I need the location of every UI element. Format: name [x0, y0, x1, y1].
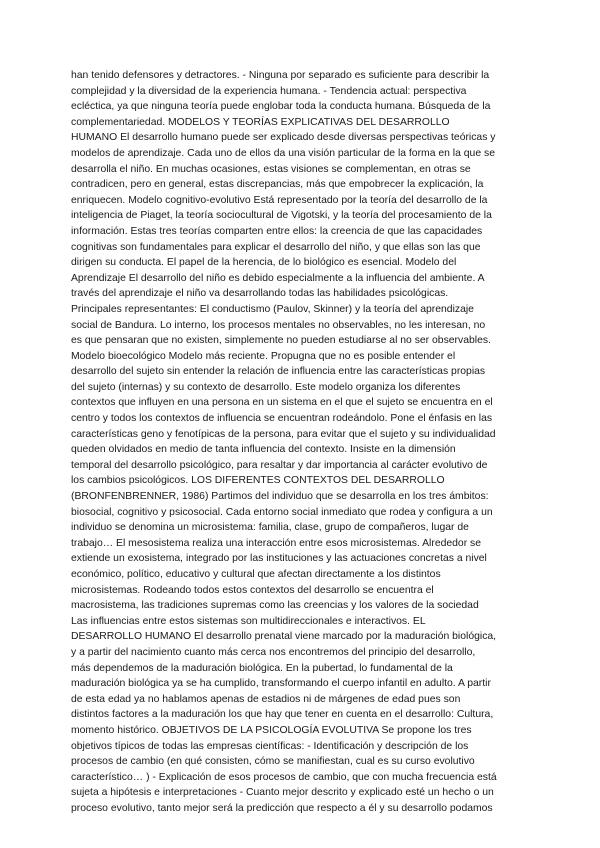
text-line: objetivos típicos de todas las empresas científicas: - Identificación y descripción de los [71, 740, 469, 752]
text-line: cognitivas son fundamentales para explicar el desarrollo del niño, y que ellas son las que [71, 241, 481, 253]
text-line: microsistemas. Rodeando todos estos contextos del desarrollo se encuentra el [71, 584, 434, 596]
text-line: DESARROLLO HUMANO El desarrollo prenatal viene marcado por la maduración biológica, [71, 631, 497, 643]
text-line: social de Bandura. Lo interno, los procesos mentales no observables, no les interesan, no [71, 319, 486, 331]
text-line: y a partir del nacimiento cuanto más cerca nos encontremos del principio del desarrollo, [71, 646, 476, 658]
text-line: complementariedad. MODELOS Y TEORÍAS EXPLICATIVAS DEL DESARROLLO [71, 116, 450, 128]
text-line: contradicen, pero en general, estas discrepancias, más que empobrecer la explicación, la [71, 179, 484, 191]
text-line: dirigen su conducta. El papel de la herencia, de lo biológico es esencial. Modelo del [71, 257, 457, 269]
text-line: Aprendizaje El desarrollo del niño es debido especialmente a la influencia del ambiente. A [71, 272, 485, 284]
text-line: biosocial, cognitivo y psicosocial. Cada entorno social inmediato que rodea y configura a un [71, 506, 493, 518]
text-line: modelos de aprendizaje. Cada uno de ellos da una visión particular de la forma en la que se [71, 147, 495, 159]
text-line: extiende un exosistema, integrado por las instituciones y las actuaciones concretas a nivel [71, 553, 487, 565]
text-line: contextos que influyen en una persona en un sistema en el que el sujeto se encuentra en el [71, 397, 493, 409]
text-line: distintos factores a la maduración los que hay que tener en cuenta en el desarrollo: Cultura, [71, 709, 494, 721]
text-line: individuo se denomina un microsistema: familia, clase, grupo de compañeros, lugar de [71, 522, 469, 534]
text-line: es que pensaran que no existen, simplemente no pueden estudiarse al no ser observables. [71, 335, 491, 347]
text-line: de esta edad ya no hablamos apenas de estadios ni de márgenes de edad pues son [71, 693, 461, 705]
text-line: han tenido defensores y detractores. - Ninguna por separado es suficiente para describir la [71, 70, 490, 81]
body-text [71, 68, 527, 817]
text-line: inteligencia de Piaget, la teoría sociocultural de Vigotski, y la teoría del procesamiento de la [71, 210, 492, 222]
text-line: del sujeto (internas) y su contexto de desarrollo. Este modelo organiza los diferentes [71, 381, 461, 393]
text-line: procesos de cambio (en qué consisten, cómo se manifiestan, cual es su curso evolutivo [71, 756, 475, 768]
text-line: más dependemos de la maduración biológica. En la pubertad, lo fundamental de la [71, 662, 453, 674]
text-line: través del aprendizaje el niño va desarrollando todas las habilidades psicológicas. [71, 288, 449, 300]
text-line: (BRONFENBRENNER, 1986) Partimos del individuo que se desarrolla en los tres ámbitos: [71, 491, 489, 503]
text-line: características geno y fenotípicas de la persona, para evitar que el sujeto y su individualidad [71, 428, 496, 440]
text-line: HUMANO El desarrollo humano puede ser explicado desde diversas perspectivas teóricas y [71, 132, 496, 144]
text-line: información. Estas tres teorías comparten entre ellos: la creencia de que las capacidades [71, 225, 483, 237]
text-line: Las influencias entre estos sistemas son multidireccionales e interactivos. EL [71, 615, 426, 627]
text-line: temporal del desarrollo psicológico, para resaltar y dar importancia al carácter evolutivo de [71, 459, 488, 471]
text-line: Modelo bioecológico Modelo más reciente. Propugna que no es posible entender el [71, 350, 456, 362]
text-line: trabajo… El mesosistema realiza una interacción entre esos microsistemas. Alrededor se [71, 537, 482, 549]
text-line: ecléctica, ya que ninguna teoría puede englobar toda la conducta humana. Búsqueda de la [71, 101, 491, 113]
text-line: desarrollo del sujeto sin entender la relación de influencia entre las características propias [71, 366, 486, 378]
text-line: sujeta a hipótesis e interpretaciones - Cuanto mejor descrito y explicado esté un hecho o un [71, 787, 494, 799]
text-line: centro y todos los contextos de influencia se encuentran rodeándolo. Pone el énfasis en las [71, 413, 493, 425]
text-line: económico, político, educativo y cultural que afectan directamente a los distintos [71, 569, 441, 580]
text-line: maduración biológica ya se ha cumplido, transformando el cuerpo infantil en adulto. A partir [71, 678, 491, 690]
text-line: los cambios psicológicos. LOS DIFERENTES CONTEXTOS DEL DESARROLLO [71, 475, 445, 487]
text-line: queden olvidados en medio de tanta influencia del contexto. Insiste en la dimensión [71, 444, 456, 456]
text-line: momento histórico. OBJETIVOS DE LA PSICOLOGÍA EVOLUTIVA Se propone los tres [71, 724, 472, 736]
text-line: característico… ) - Explicación de esos procesos de cambio, que con mucha frecuencia está [71, 771, 497, 783]
text-line: proceso evolutivo, tanto mejor será la predicción que respecto a él y su desarrollo podamos [71, 802, 493, 814]
text-line: Principales representantes: El conductismo (Paulov, Skinner) y la teoría del aprendizaje [71, 303, 474, 315]
text-line: desarrolla el niño. En muchas ocasiones, estas visiones se complementan, en otras se [71, 163, 471, 175]
text-line: macrosistema, las tradiciones supremas como las creencias y los valores de la sociedad [71, 600, 479, 612]
text-line: enriquecen. Modelo cognitivo-evolutivo Está representado por la teoría del desarrollo de la [71, 194, 488, 206]
text-line: complejidad y la diversidad de la experiencia humana. - Tendencia actual: perspectiva [71, 85, 467, 97]
